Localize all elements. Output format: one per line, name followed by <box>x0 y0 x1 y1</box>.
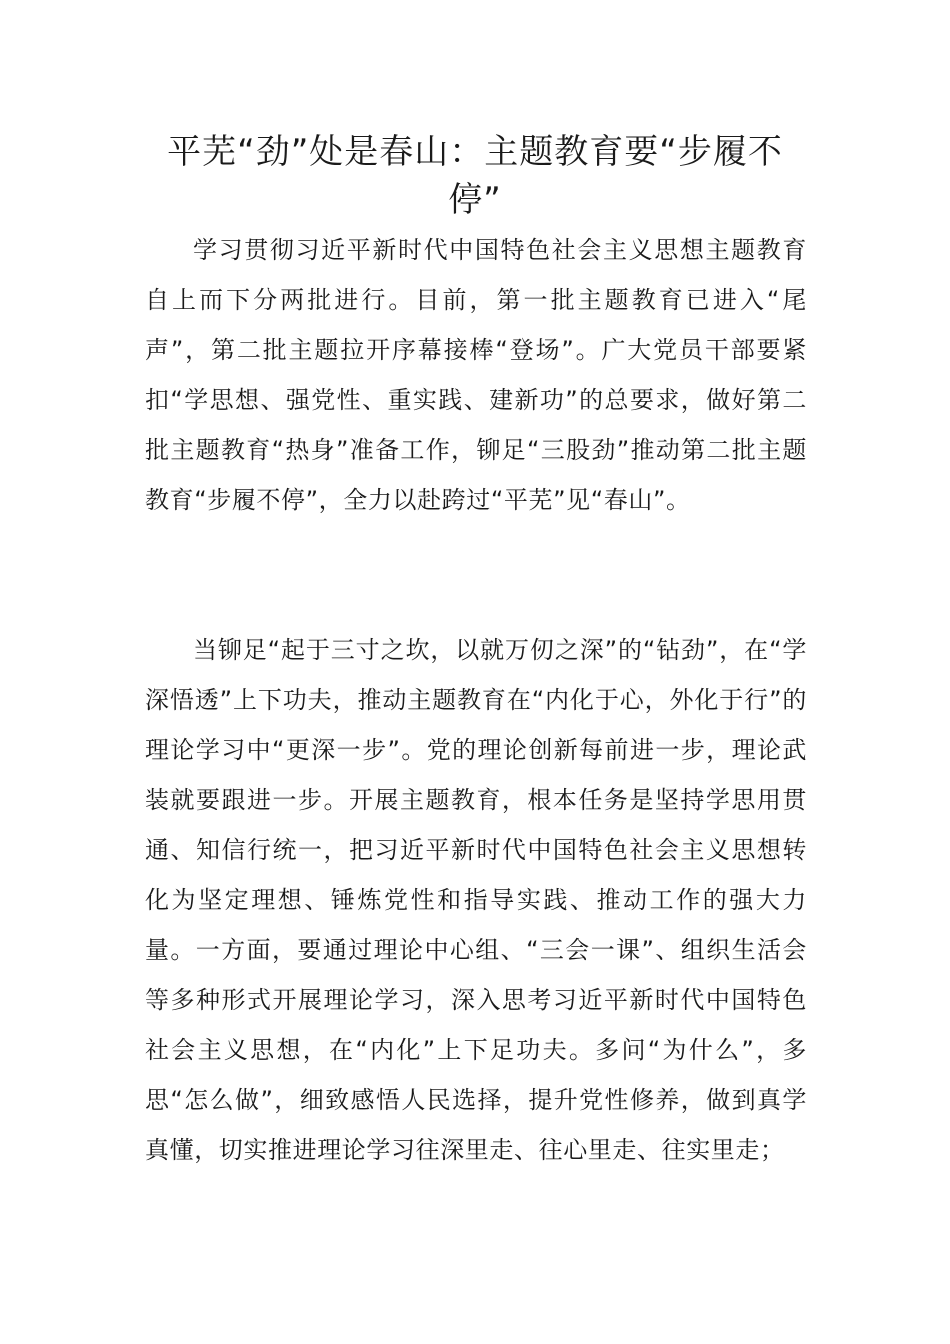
body-paragraph-1: 学习贯彻习近平新时代中国特色社会主义思想主题教育自上而下分两批进行。目前，第一批主题教育已进入“尾声”，第二批主题拉开序幕接棒“登场”。广大党员干部要紧扣“学思想、强党性、重实践、建新功”的总要求，做好第二批主题教育“热身”准备工作，铆足“三股劲”推动第二批主题教育“步履不停”，全力以赴跨过“平芜”见“春山”。 <box>145 236 807 514</box>
body-paragraph-2: 当铆足“起于三寸之坎，以就万仞之深”的“钻劲”，在“学深悟透”上下功夫，推动主题教育在“内化于心，外化于行”的理论学习中“更深一步”。党的理论创新每前进一步，理论武装就要跟进一步。开展主题教育，根本任务是坚持学思用贯通、知信行统一，把习近平新时代中国特色社会主义思想转化为坚定理想、锤炼党性和指导实践、推动工作的强大力量。一方面，要通过理论中心组、“三会一课”、组织生活会等多种形式开展理论学习，深入思考习近平新时代中国特色社会主义思想，在“内化”上下足功夫。多问“为什么”，多思“怎么做”，细致感悟人民选择，提升党性修养，做到真学真懂，切实推进理论学习往深里走、往心里走、往实里走； <box>145 636 807 1164</box>
document-title: 平芜“劲”处是春山：主题教育要“步履不停” <box>167 132 783 220</box>
